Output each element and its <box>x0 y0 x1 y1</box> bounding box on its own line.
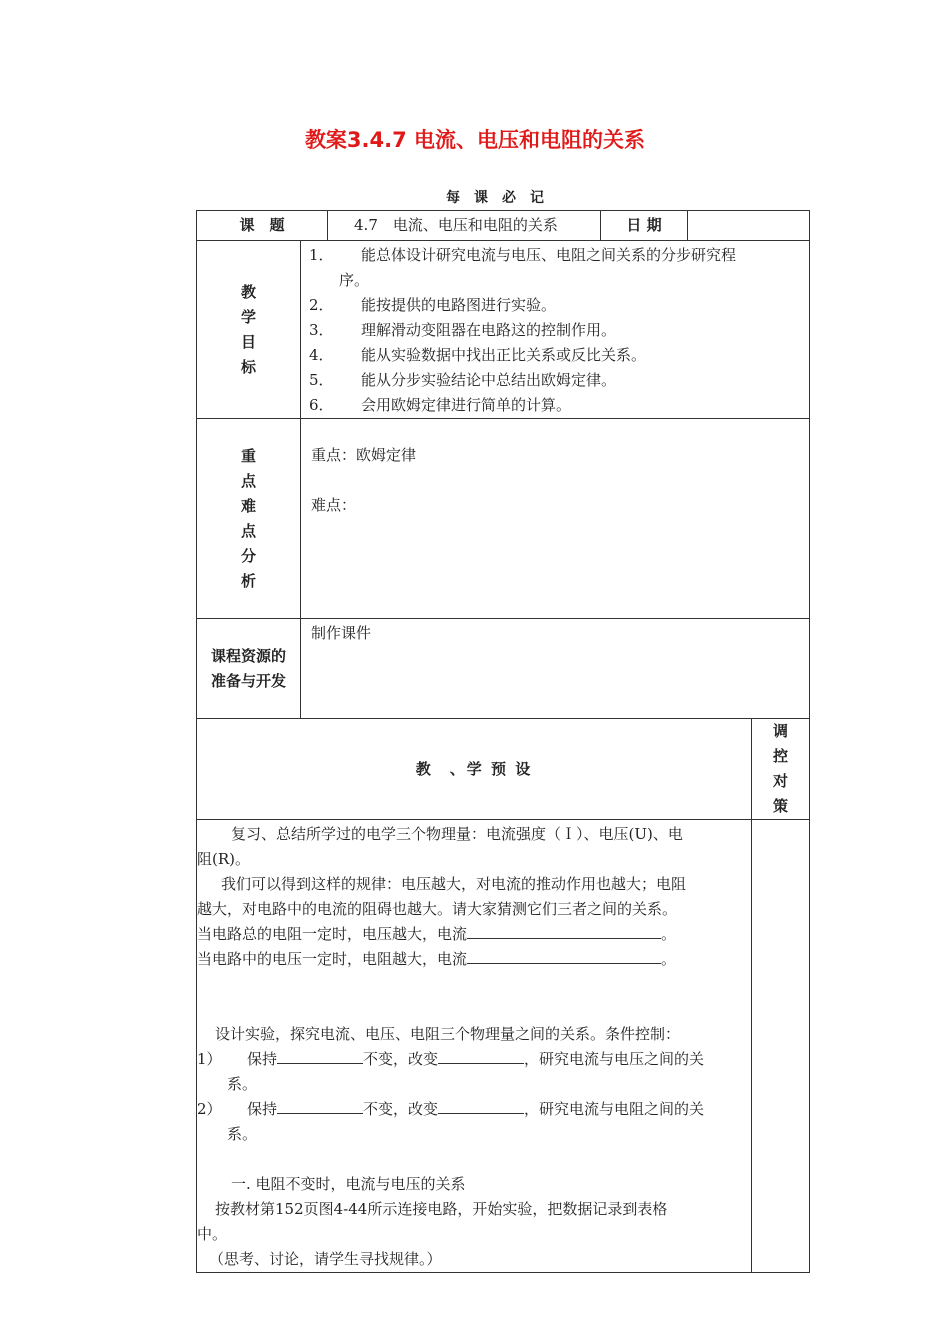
goal-item: 1． 能总体设计研究电流与电压、电阻之间关系的分步研究程 <box>309 246 737 264</box>
blank-line[interactable] <box>438 1097 524 1114</box>
goals-list <box>301 241 810 419</box>
topic-value: 4.7 电流、电压和电阻的关系 <box>328 211 601 241</box>
topic-label: 课 题 <box>197 211 328 241</box>
review-paragraph: 复习、总结所学过的电学三个物理量：电流强度（Ｉ）、电压(U)、电 <box>231 825 683 843</box>
section-heading: 一. 电阻不变时，电流与电压的关系 <box>231 1175 466 1193</box>
goal-item-continuation: 序。 <box>339 271 370 289</box>
blank-line[interactable] <box>467 947 661 964</box>
date-value <box>688 211 810 241</box>
review-paragraph-cont: 阻(R)。 <box>197 850 250 868</box>
fill-blank-1: 当电路总的电阻一定时，电压越大，电流 。 <box>197 922 747 947</box>
design-heading: 教 、学 预 设 <box>197 719 752 820</box>
condition-1-cont: 系。 <box>227 1075 258 1093</box>
design-experiment-paragraph: 设计实验，探究电流、电压、电阻三个物理量之间的关系。条件控制： <box>215 1025 681 1043</box>
goals-label: 教 学 目 标 <box>197 241 301 419</box>
rule-paragraph-cont: 越大，对电路中的电流的阻碍也越大。请大家猜测它们三者之间的关系。 <box>197 900 678 918</box>
condition-1: 1） 保持 不变，改变 ，研究电流与电压之间的关 <box>197 1047 747 1072</box>
goal-item: 4． 能从实验数据中找出正比关系或反比关系。 <box>309 346 647 364</box>
keypoints-label: 重 点 难 点 分 析 <box>197 419 301 619</box>
keypoints-content <box>301 419 810 619</box>
control-strategy-cell <box>752 820 810 1273</box>
blank-line[interactable] <box>277 1097 363 1114</box>
goal-item: 5． 能从分步实验结论中总结出欧姆定律。 <box>309 371 617 389</box>
goal-item: 2． 能按提供的电路图进行实验。 <box>309 296 557 314</box>
condition-2: 2） 保持 不变，改变 ，研究电流与电阻之间的关 <box>197 1097 747 1122</box>
goal-item: 6． 会用欧姆定律进行简单的计算。 <box>309 396 572 414</box>
blank-line[interactable] <box>467 922 661 939</box>
blank-line[interactable] <box>277 1047 363 1064</box>
instruction-paragraph-cont: 中。 <box>197 1225 228 1243</box>
rule-paragraph: 我们可以得到这样的规律：电压越大，对电流的推动作用也越大；电阻 <box>221 875 687 893</box>
document-subtitle: 每课必记 <box>446 190 558 206</box>
resources-label: 课程资源的 准备与开发 <box>197 619 301 719</box>
fill-blank-2: 当电路中的电压一定时，电阻越大，电流 。 <box>197 947 747 972</box>
lesson-plan-table <box>196 210 810 1273</box>
instruction-paragraph: 按教材第152页图4-44所示连接电路，开始实验，把数据记录到表格 <box>215 1200 668 1218</box>
teaching-design-body <box>197 820 752 1273</box>
condition-2-cont: 系。 <box>227 1125 258 1143</box>
discussion-note: （思考、讨论，请学生寻找规律。） <box>209 1250 442 1268</box>
control-strategy-label: 调 控 对 策 <box>752 719 810 820</box>
blank-line[interactable] <box>438 1047 524 1064</box>
key-point: 重点：欧姆定律 <box>311 446 417 464</box>
resources-content: 制作课件 <box>301 619 810 719</box>
date-label: 日 期 <box>601 211 688 241</box>
difficult-point: 难点： <box>311 496 357 514</box>
goal-item: 3． 理解滑动变阻器在电路这的控制作用。 <box>309 321 617 339</box>
document-title: 教案3.4.7 电流、电压和电阻的关系 <box>304 128 646 152</box>
